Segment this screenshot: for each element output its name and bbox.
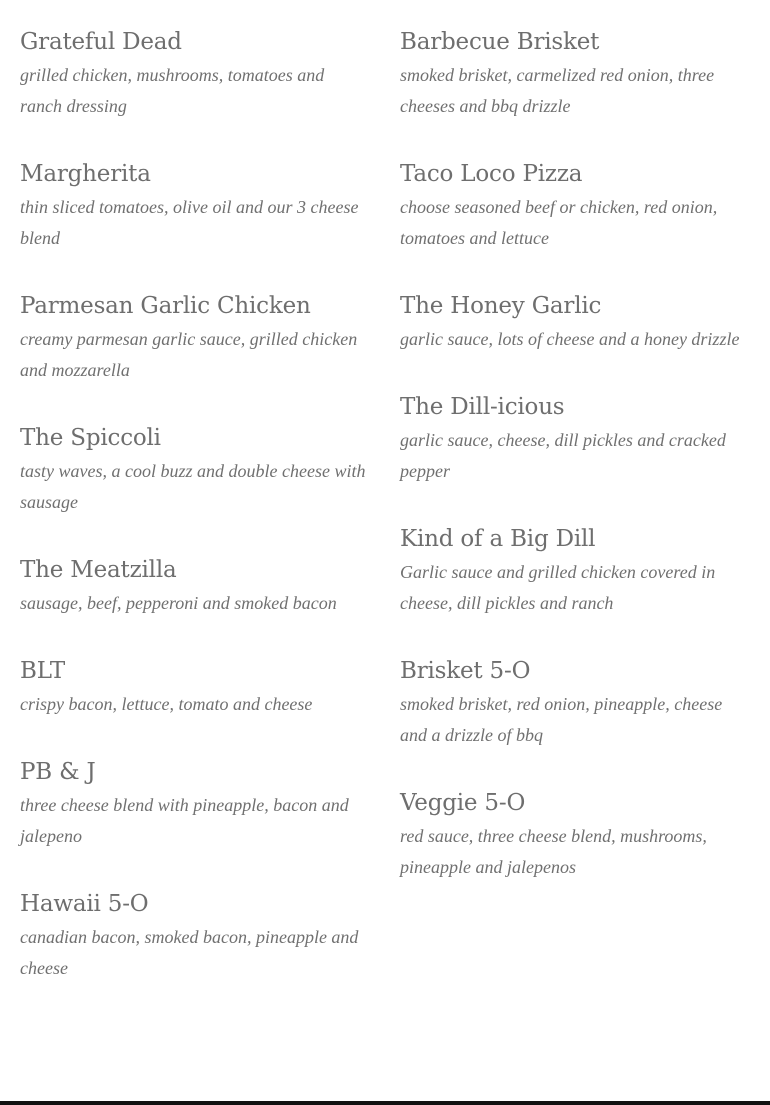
menu-item-description: garlic sauce, lots of cheese and a honey drizzle bbox=[400, 329, 740, 349]
menu-item-name: Veggie 5-O bbox=[400, 790, 526, 816]
menu-item-description: sausage, beef, pepperoni and smoked bacon bbox=[20, 593, 337, 613]
menu-item bbox=[400, 156, 752, 254]
menu-item-name: Hawaii 5-O bbox=[20, 891, 149, 917]
menu-item-description: three cheese blend with pineapple, bacon and jalepeno bbox=[20, 795, 349, 846]
menu-item-description: garlic sauce, cheese, dill pickles and cracked pepper bbox=[400, 430, 726, 481]
menu-column-left bbox=[0, 24, 380, 1018]
menu-item bbox=[20, 886, 366, 984]
menu-item bbox=[20, 552, 366, 619]
menu-item-name: The Dill-icious bbox=[400, 394, 565, 420]
menu-item-name: PB & J bbox=[20, 759, 96, 785]
menu-item bbox=[400, 653, 752, 751]
menu-item-name: Taco Loco Pizza bbox=[400, 161, 583, 187]
pizza-menu bbox=[0, 24, 770, 1018]
menu-item bbox=[20, 288, 366, 386]
menu-item-description: smoked brisket, red onion, pineapple, cheese and a drizzle of bbq bbox=[400, 694, 723, 745]
menu-item-name: Barbecue Brisket bbox=[400, 29, 600, 55]
menu-item bbox=[20, 653, 366, 720]
menu-item-description: canadian bacon, smoked bacon, pineapple and cheese bbox=[20, 927, 359, 978]
menu-item-description: smoked brisket, carmelized red onion, three cheeses and bbq drizzle bbox=[400, 65, 715, 116]
menu-item-description: red sauce, three cheese blend, mushrooms, pineapple and jalepenos bbox=[400, 826, 707, 877]
menu-item-name: Parmesan Garlic Chicken bbox=[20, 293, 311, 319]
menu-item-name: The Honey Garlic bbox=[400, 293, 602, 319]
menu-item bbox=[400, 785, 752, 883]
menu-item-description: crispy bacon, lettuce, tomato and cheese bbox=[20, 694, 313, 714]
menu-item bbox=[20, 754, 366, 852]
menu-item bbox=[20, 420, 366, 518]
menu-item-name: The Meatzilla bbox=[20, 557, 177, 583]
menu-item-name: Margherita bbox=[20, 161, 151, 187]
menu-item-name: BLT bbox=[20, 658, 66, 684]
menu-column-right bbox=[380, 24, 770, 1018]
menu-item bbox=[400, 24, 752, 122]
menu-item-description: tasty waves, a cool buzz and double cheese with sausage bbox=[20, 461, 366, 512]
menu-item-description: thin sliced tomatoes, olive oil and our 3 cheese blend bbox=[20, 197, 359, 248]
menu-item-name: Brisket 5-O bbox=[400, 658, 531, 684]
menu-item-description: grilled chicken, mushrooms, tomatoes and ranch dressing bbox=[20, 65, 325, 116]
menu-item bbox=[400, 521, 752, 619]
menu-item-description: Garlic sauce and grilled chicken covered in cheese, dill pickles and ranch bbox=[400, 562, 716, 613]
menu-item bbox=[20, 156, 366, 254]
menu-item-description: choose seasoned beef or chicken, red onion, tomatoes and lettuce bbox=[400, 197, 718, 248]
menu-item-name: Grateful Dead bbox=[20, 29, 182, 55]
menu-item bbox=[400, 288, 752, 355]
menu-item-name: The Spiccoli bbox=[20, 425, 161, 451]
bottom-divider bbox=[0, 1101, 770, 1105]
menu-item bbox=[20, 24, 366, 122]
menu-item bbox=[400, 389, 752, 487]
menu-item-description: creamy parmesan garlic sauce, grilled chicken and mozzarella bbox=[20, 329, 358, 380]
menu-item-name: Kind of a Big Dill bbox=[400, 526, 596, 552]
